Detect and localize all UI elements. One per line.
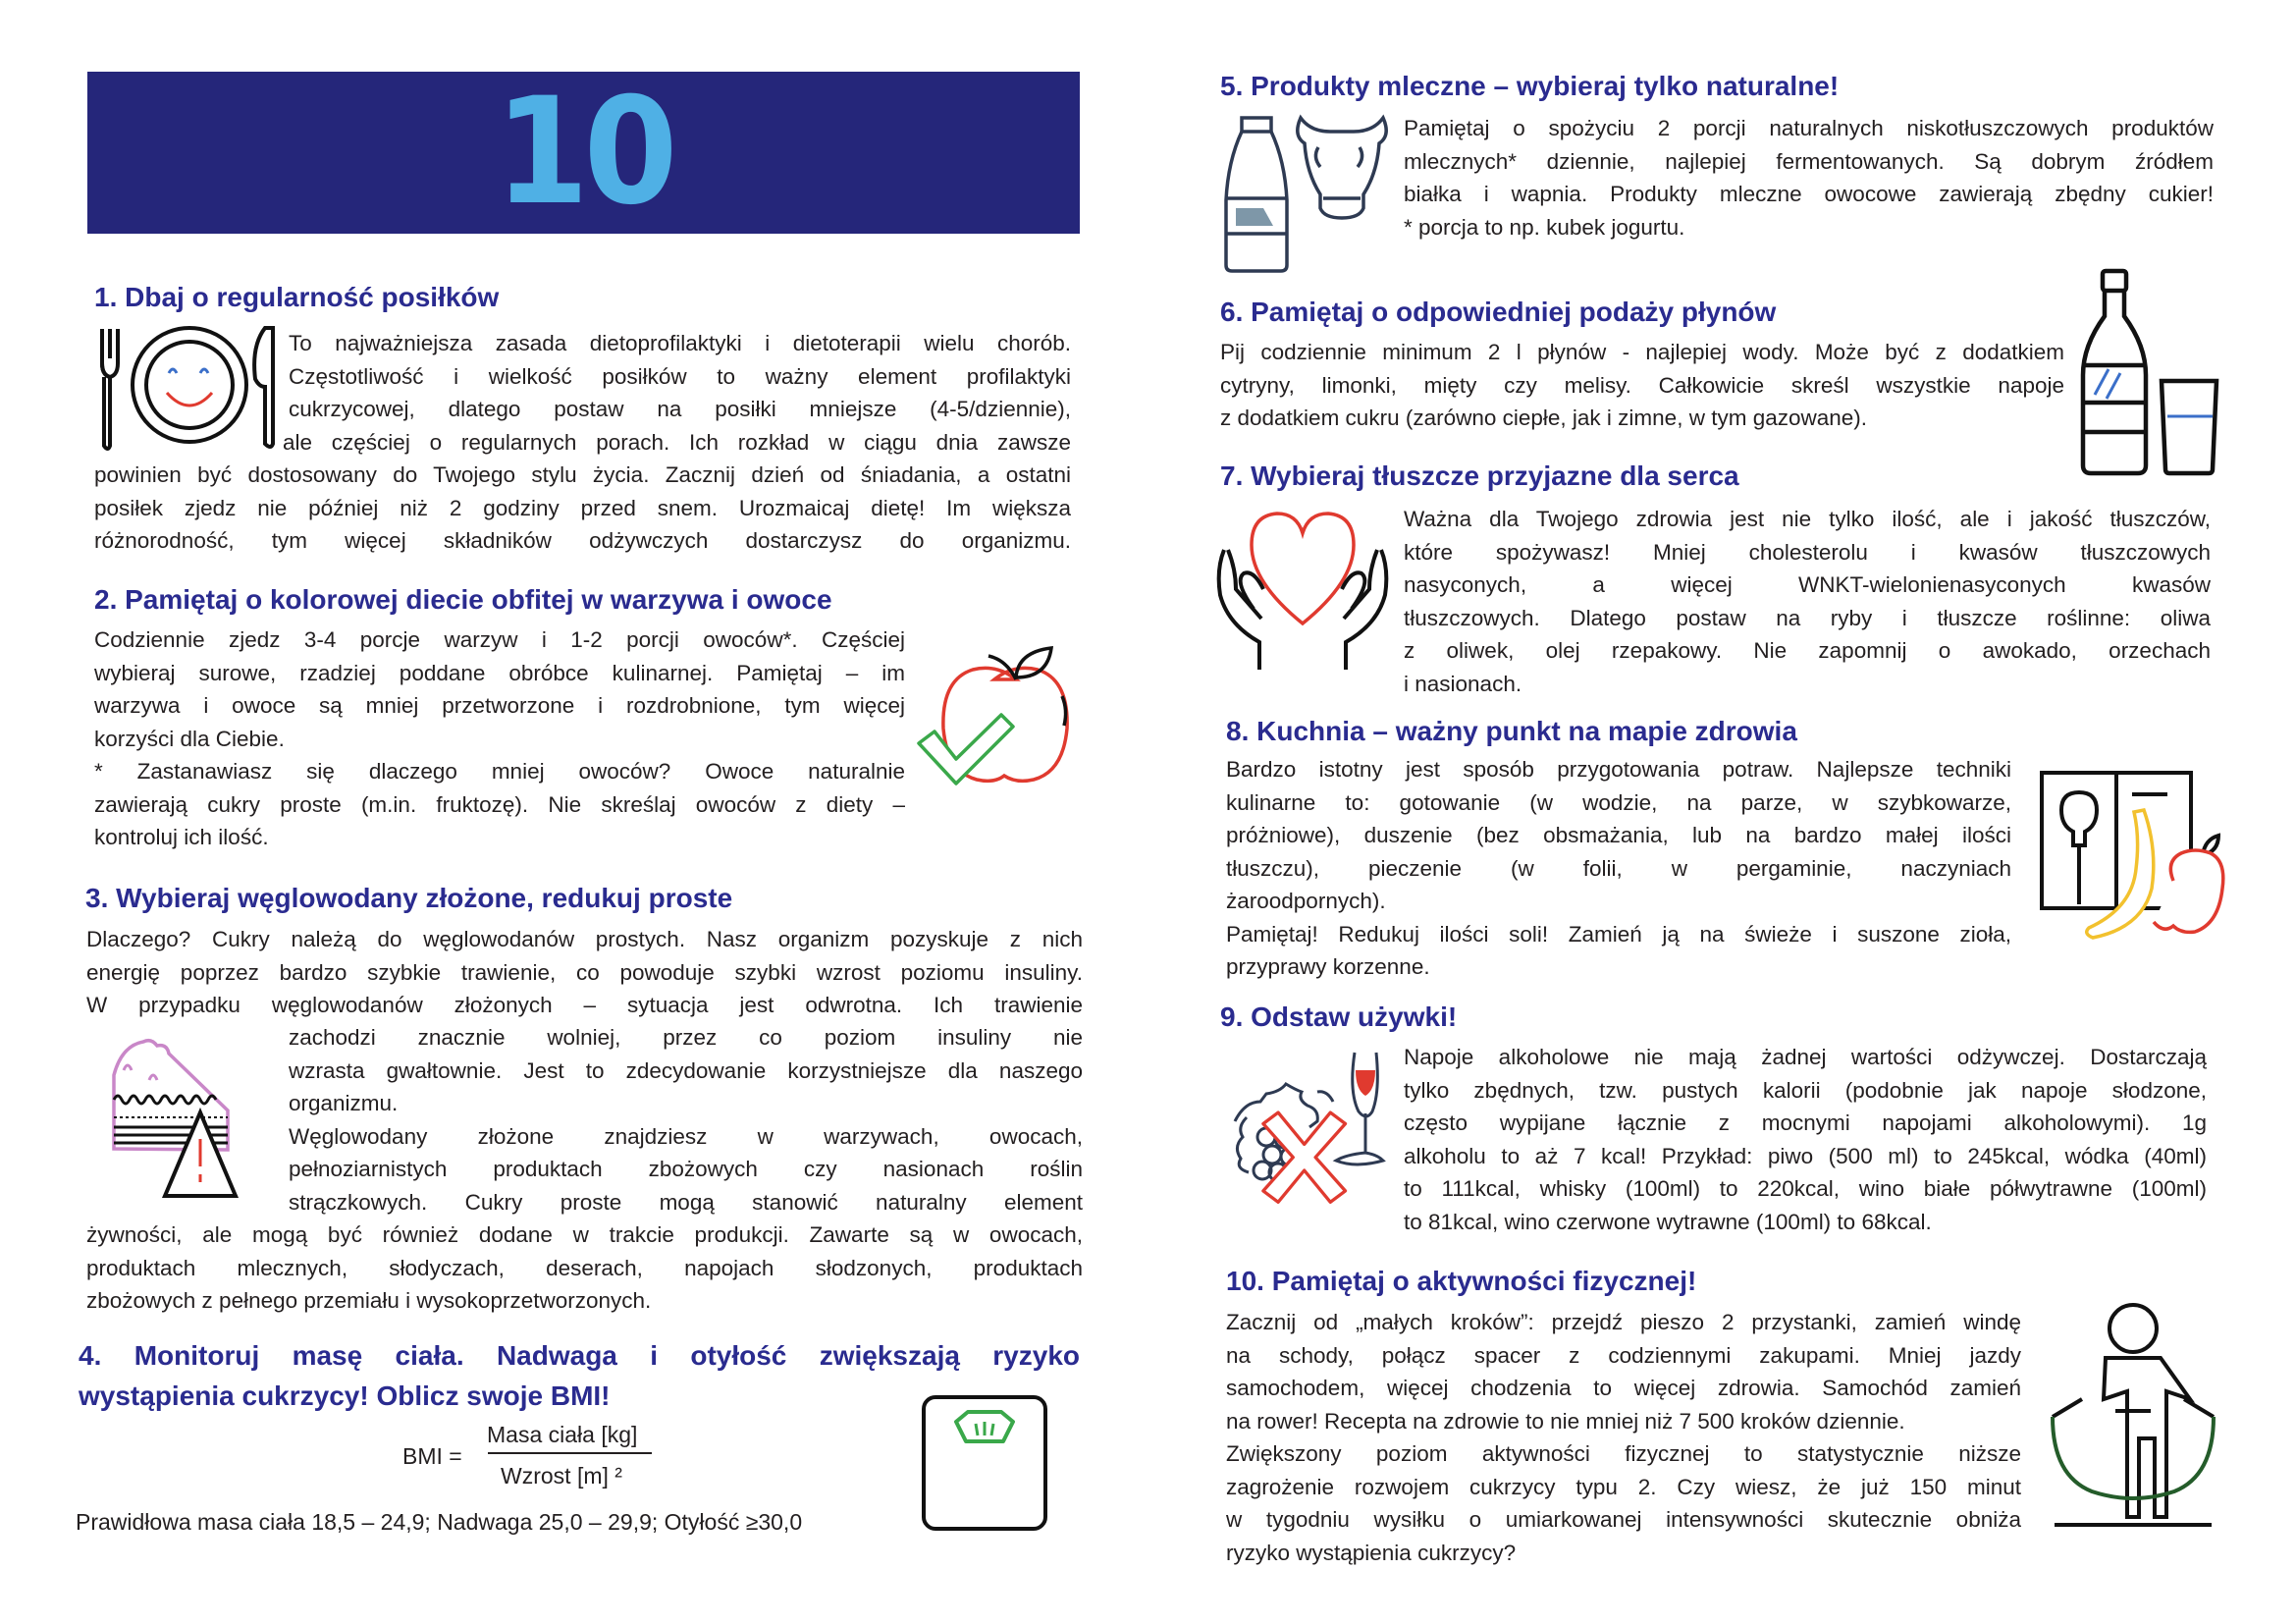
section-1-line: Częstotliwość i wielkość posiłków to ważny element profilaktyki [289, 363, 1071, 389]
section-1-line: To najważniejsza zasada dietoprofilaktyki i dietoterapii wielu chorób. [289, 331, 1071, 355]
section-10-line: Zwiększony poziom aktywności fizycznej to statystycznie niższe [1226, 1441, 2021, 1466]
section-8-line: przyprawy korzenne. [1226, 954, 1430, 979]
section-5-text [1404, 112, 2214, 244]
section-8-line: tłuszczu), pieczenie (w folii, w pergaminie, naczyniach [1226, 855, 2011, 881]
section-10-line: na schody, połącz spacer z codziennymi zakupami. Mniej jazdy [1226, 1342, 2021, 1368]
section-3-text-bottom [86, 1218, 1083, 1318]
section-7-heading: 7. Wybieraj tłuszcze przyjazne dla serca [1220, 460, 1739, 491]
section-10-line: na rower! Recepta na zdrowie to nie mniej niż 7 500 kroków dziennie. [1226, 1408, 1905, 1434]
section-7-line: z oliwek, olej rzepakowy. Nie zapomnij o awokado, orzechach [1404, 638, 2211, 663]
section-3-line: wzrasta gwałtownie. Jest to zdecydowanie korzystniejsze dla naszego [289, 1057, 1083, 1083]
section-4-heading-line: wystąpienia cukrzycy! Oblicz swoje BMI! [79, 1380, 611, 1411]
section-3-line: pełnoziarnistych produktach zbożowych czy nasionach roślin [289, 1157, 1083, 1181]
section-2-line: kontroluj ich ilość. [94, 825, 269, 849]
bmi-numerator: Masa ciała [kg] [487, 1422, 638, 1447]
section-8-line: żaroodpornych). [1226, 889, 1386, 913]
section-5-line: mlecznych* dziennie, najlepiej fermentowanych. Są dobrym źródłem [1404, 148, 2214, 174]
section-10-heading: 10. Pamiętaj o aktywności fizycznej! [1226, 1266, 1697, 1296]
section-10-line: ryzyko wystąpienia cukrzycy? [1226, 1540, 1517, 1565]
recipe-book-fruit-icon [2040, 771, 2236, 943]
plate-cutlery-smile-icon [96, 324, 283, 452]
section-3-line: produktach mlecznych, słodyczach, deserach, napojach słodzonych, produktach [86, 1255, 1083, 1280]
section-7-line: i nasionach. [1404, 671, 1522, 696]
section-8-line: kulinarne to: gotowanie (w wodzie, na parze, w szybkowarze, [1226, 789, 2011, 815]
section-9-line: Napoje alkoholowe nie mają żadnej wartości odżywczej. Dostarczają [1404, 1045, 2207, 1069]
section-2-line: warzywa i owoce są mniej przetworzone i rozdrobnione, tym więcej [94, 693, 905, 718]
section-6-line: Pij codziennie minimum 2 l płynów - najlepiej wody. Może być z dodatkiem [1220, 340, 2064, 364]
section-9-line: często wypijane łącznie z mocnymi napojami alkoholowymi). 1g [1404, 1110, 2207, 1135]
title-banner [87, 67, 1080, 238]
section-3-text-top [86, 923, 1083, 1022]
water-bottle-glass-icon [2081, 267, 2218, 478]
section-9-line: alkoholu to aż 7 kcal! Przykład: piwo (500 ml) to 245kcal, wódka (40ml) [1404, 1143, 2207, 1168]
section-10-line: samochodem, więcej chodzenia to więcej zdrowia. Samochód zamień [1226, 1376, 2021, 1400]
section-10-text [1226, 1306, 2021, 1569]
section-3-line: Dlaczego? Cukry należą do węglowodanów prostych. Nasz organizm pozyskuje z nich [86, 927, 1083, 951]
section-10-line: zagrożenie rozwojem cukrzycy typu 2. Czy wiesz, że już 150 minut [1226, 1474, 2021, 1499]
section-3-heading: 3. Wybieraj węglowodany złożone, redukuj proste [85, 883, 733, 913]
section-2-line: * Zastanawiasz się dlaczego mniej owoców? Owoce naturalnie [94, 759, 905, 784]
section-2-text [94, 623, 905, 854]
section-4-heading-line: 4. Monitoruj masę ciała. Nadwaga i otyłość zwiększają ryzyko [79, 1340, 1080, 1371]
jump-rope-person-icon [2047, 1301, 2218, 1532]
section-10-line: Zacznij od „małych kroków”: przejdź pieszo 2 przystanki, zamień windę [1226, 1310, 2021, 1334]
section-8-line: próżniowe), duszenie (bez obsmażania, lub na bardzo małej ilości [1226, 823, 2011, 847]
section-9-line: to 81kcal, wino czerwone wytrawne (100ml) to 68kcal. [1404, 1209, 1932, 1234]
section-3-line: organizmu. [289, 1091, 399, 1115]
section-8-line: Bardzo istotny jest sposób przygotowania potraw. Najlepsze techniki [1226, 757, 2011, 782]
hands-heart-icon [1214, 511, 1391, 673]
section-1-line: różnorodność, tym więcej składników odżywczych dostarczysz do organizmu. [94, 528, 1071, 553]
bmi-ranges: Prawidłowa masa ciała 18,5 – 24,9; Nadwaga 25,0 – 29,9; Otyłość ≥30,0 [76, 1509, 803, 1535]
section-6-line: cytryny, limonki, mięty czy melisy. Całkowicie skreśl wszystkie napoje [1220, 372, 2064, 398]
section-2-line: Codziennie zjedz 3-4 porcje warzyw i 1-2 porcji owoców*. Częściej [94, 627, 905, 652]
milk-bottle-cow-icon [1222, 110, 1389, 277]
section-3-line: zbożowych z pełnego przemiału i wysokoprzetworzonych. [86, 1288, 652, 1313]
section-8-heading: 8. Kuchnia – ważny punkt na mapie zdrowia [1226, 716, 1797, 746]
bmi-label: BMI = [402, 1443, 462, 1469]
section-3-line: energię poprzez bardzo szybkie trawienie, co powoduje szybki wzrost poziomu insuliny. [86, 959, 1083, 985]
section-2-line: zawierają cukry proste (m.in. fruktozę). Nie skreślaj owoców z diety – [94, 791, 905, 817]
section-3-line: strączkowych. Cukry proste mogą stanowić naturalny element [289, 1189, 1083, 1215]
section-5-line: * porcja to np. kubek jogurtu. [1404, 214, 1685, 240]
wine-grapes-crossed-icon [1227, 1049, 1394, 1196]
bmi-denominator: Wzrost [m] ² [501, 1463, 622, 1489]
section-3-line: żywności, ale mogą być również dodane w trakcie produkcji. Zawarte są w owocach, [86, 1222, 1083, 1247]
section-3-line: zachodzi znacznie wolniej, przez co poziom insuliny nie [289, 1025, 1083, 1050]
section-7-text [1404, 503, 2211, 700]
banner-number: 10 [494, 67, 673, 238]
cake-warning-icon [110, 1041, 267, 1203]
section-3-text-wrap [289, 1021, 1083, 1218]
section-9-line: to 111kcal, whisky (100ml) to 220kcal, wino białe półwytrawne (100ml) [1404, 1176, 2207, 1201]
section-9-heading: 9. Odstaw używki! [1220, 1001, 1458, 1032]
section-8-text [1226, 753, 2011, 984]
section-6-text [1220, 336, 2064, 435]
apple-checkmark-icon [915, 640, 1087, 787]
section-1-line: ale częściej o regularnych porach. Ich rozkład w ciągu dnia zawsze [283, 429, 1071, 455]
section-8-line: Pamiętaj! Redukuj ilości soli! Zamień ją na świeże i suszone zioła, [1226, 921, 2011, 947]
section-2-heading: 2. Pamiętaj o kolorowej diecie obfitej w warzywa i owoce [94, 584, 832, 615]
section-2-line: wybieraj surowe, rzadziej poddane obróbce kulinarnej. Pamiętaj – im [94, 660, 905, 685]
section-6-line: z dodatkiem cukru (zarówno ciepłe, jak i zimne, w tym gazowane). [1220, 406, 1868, 430]
bathroom-scale-icon [921, 1394, 1048, 1532]
section-1-text-full [94, 459, 1071, 558]
section-1-text-wrap [283, 327, 1071, 459]
section-1-line: cukrzycowej, dlatego postaw na posiłki mniejsze (4-5/dziennie), [289, 397, 1071, 421]
section-5-heading: 5. Produkty mleczne – wybieraj tylko naturalne! [1220, 71, 1840, 101]
section-7-line: tłuszczowych. Dlatego postaw na ryby i tłuszcze roślinne: oliwa [1404, 605, 2211, 630]
section-3-line: W przypadku węglowodanów złożonych – sytuacja jest odwrotna. Ich trawienie [86, 993, 1083, 1017]
section-1-heading: 1. Dbaj o regularność posiłków [94, 282, 500, 312]
section-5-line: białka i wapnia. Produkty mleczne owocowe zawierają zbędny cukier! [1404, 182, 2214, 206]
section-1-line: powinien być dostosowany do Twojego stylu życia. Zacznij dzień od śniadania, a ostatni [94, 462, 1071, 487]
bmi-fraction-line [488, 1452, 652, 1454]
section-9-line: tylko zbędnych, tzw. pustych kalorii (podobnie jak napoje słodzone, [1404, 1077, 2207, 1103]
section-6-heading: 6. Pamiętaj o odpowiedniej podaży płynów [1220, 297, 1777, 327]
section-7-line: nasyconych, a więcej WNKT-wielonienasyconych kwasów [1404, 572, 2211, 597]
section-9-text [1404, 1041, 2207, 1238]
section-7-line: które spożywasz! Mniej cholesterolu i kwasów tłuszczowych [1404, 539, 2211, 565]
section-7-line: Ważna dla Twojego zdrowia jest nie tylko ilość, ale i jakość tłuszczów, [1404, 507, 2211, 531]
section-5-line: Pamiętaj o spożyciu 2 porcji naturalnych niskotłuszczowych produktów [1404, 116, 2214, 140]
section-1-line: posiłek zjedz nie później niż 2 godziny przed snem. Urozmaicaj dietę! Im większa [94, 495, 1071, 520]
section-3-line: Węglowodany złożone znajdziesz w warzywach, owocach, [289, 1123, 1083, 1149]
section-10-line: w tygodniu wysiłku o umiarkowanej intensywności skutecznie obniża [1226, 1507, 2021, 1532]
section-2-line: korzyści dla Ciebie. [94, 726, 285, 751]
